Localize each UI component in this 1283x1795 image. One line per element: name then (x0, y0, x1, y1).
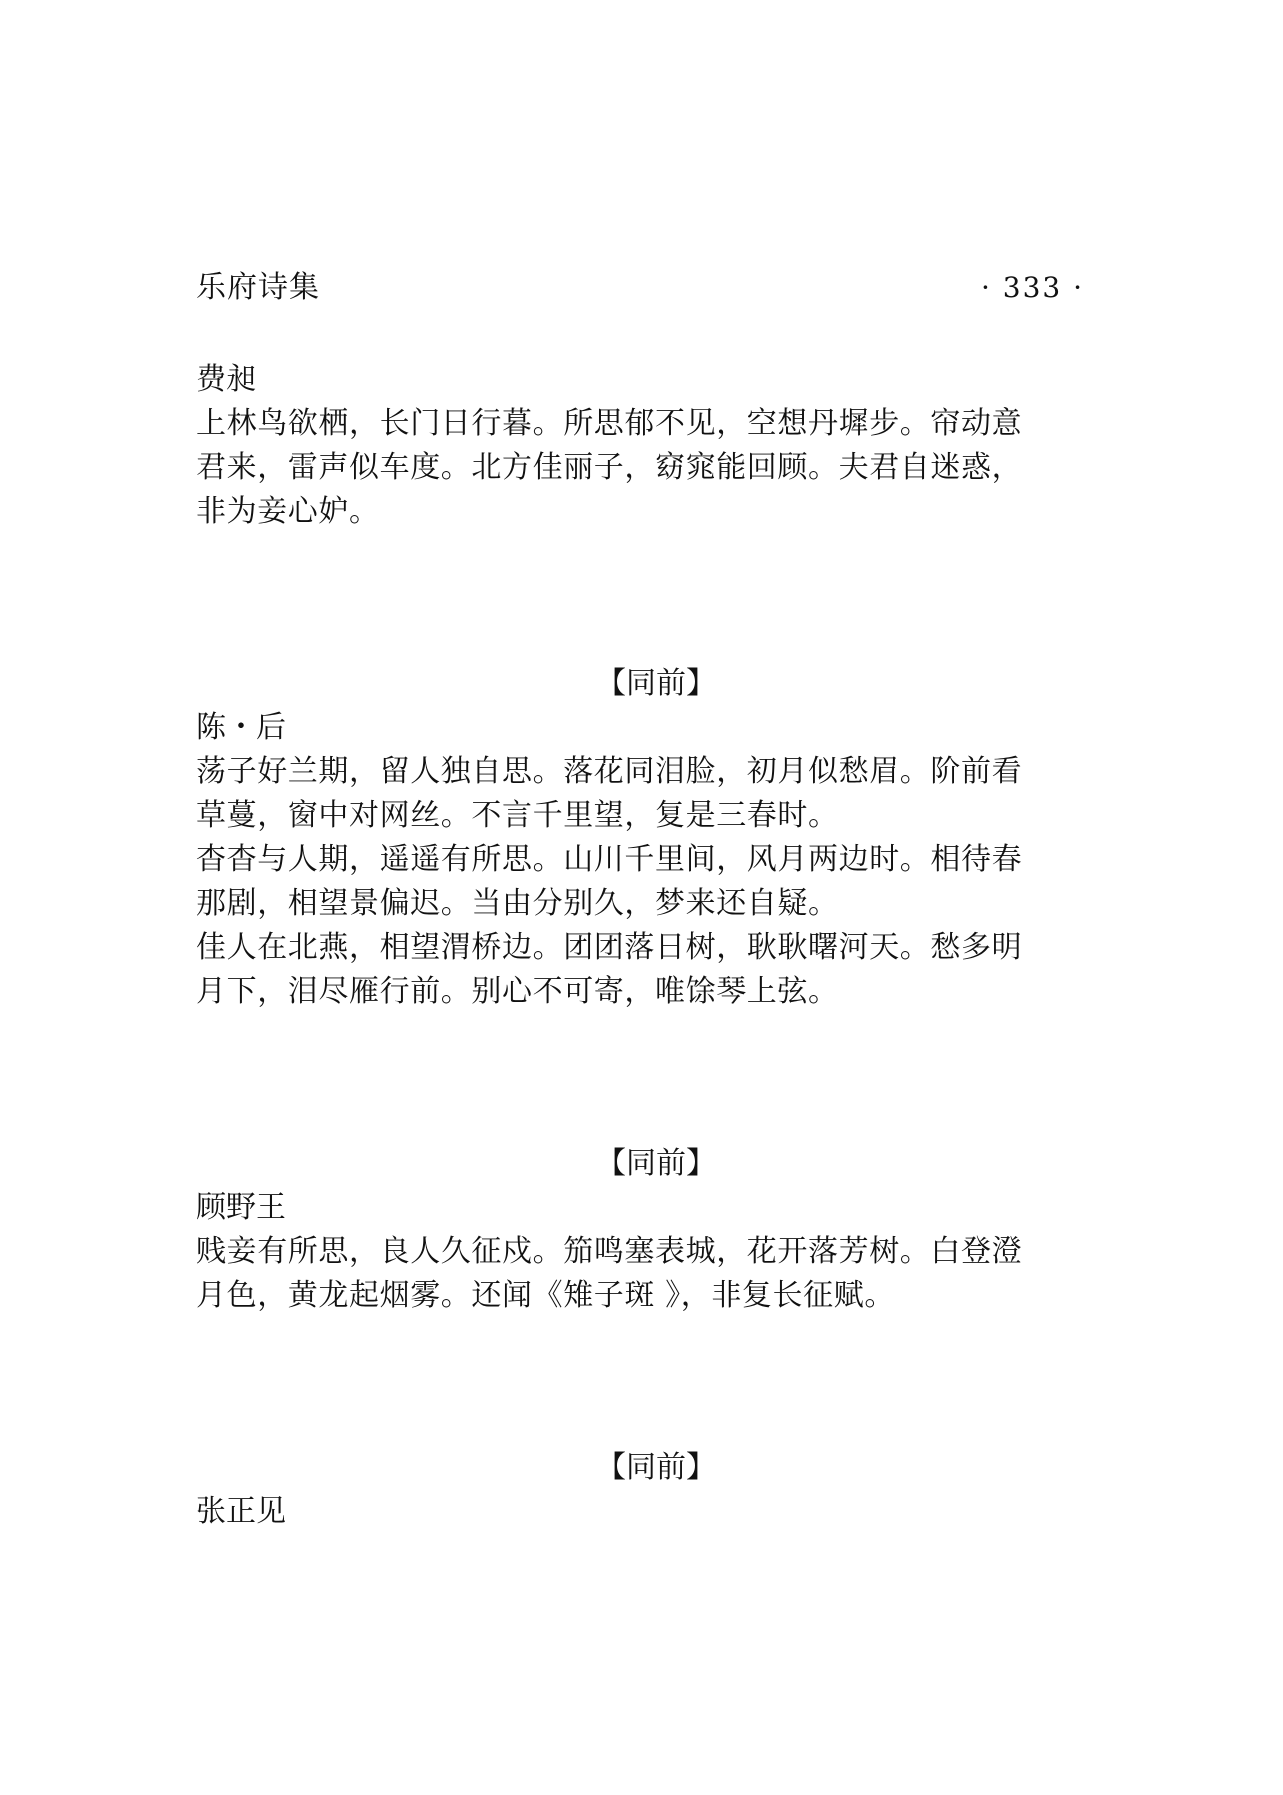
poem-line: 佳人在北燕，相望渭桥边。团团落日树，耿耿曙河天。愁多明 (196, 930, 1023, 965)
poem-author: 陈・后 (196, 710, 286, 745)
poem-line: 杳杳与人期，遥遥有所思。山川千里间，风月两边时。相待春 (196, 842, 1023, 877)
section-spacer (196, 534, 1088, 662)
poem-line: 那剧，相望景偏迟。当由分别久，梦来还自疑。 (196, 886, 839, 921)
poem-line: 贱妾有所思，良人久征戍。笳鸣塞表城，花开落芳树。白登澄 (196, 1234, 1023, 1269)
section-heading: 【同前】 (596, 1450, 716, 1485)
section-spacer (196, 1318, 1088, 1446)
poem-author: 张正见 (196, 1494, 286, 1529)
poem-line: 上林鸟欲栖，长门日行暮。所思郁不见，空想丹墀步。帘动意 (196, 406, 1023, 441)
poem-line: 月下，泪尽雁行前。别心不可寄，唯馀琴上弦。 (196, 974, 839, 1009)
running-header (196, 268, 1084, 308)
poem-line: 草蔓，窗中对网丝。不言千里望，复是三春时。 (196, 798, 839, 833)
poem-line: 月色，黄龙起烟雾。还闻《雉子斑 》，非复长征赋。 (196, 1278, 895, 1313)
poem-line: 君来，雷声似车度。北方佳丽子，窈窕能回顾。夫君自迷惑， (196, 450, 1023, 485)
section-spacer (196, 1014, 1088, 1142)
section-heading: 【同前】 (596, 666, 716, 701)
poem-line: 非为妾心妒。 (196, 494, 380, 529)
page-number: · 333 · (980, 271, 1084, 304)
poem-line: 荡子好兰期，留人独自思。落花同泪脸，初月似愁眉。阶前看 (196, 754, 1023, 789)
section-heading: 【同前】 (596, 1146, 716, 1181)
poem-section (196, 1142, 1088, 1318)
poem-section (196, 662, 1088, 1014)
poem-section (196, 358, 1088, 534)
poem-author: 费昶 (196, 362, 256, 397)
book-title: 乐府诗集 (196, 270, 320, 305)
poem-section (196, 1446, 1088, 1534)
poem-author: 顾野王 (196, 1190, 286, 1225)
page-body (196, 358, 1088, 1534)
